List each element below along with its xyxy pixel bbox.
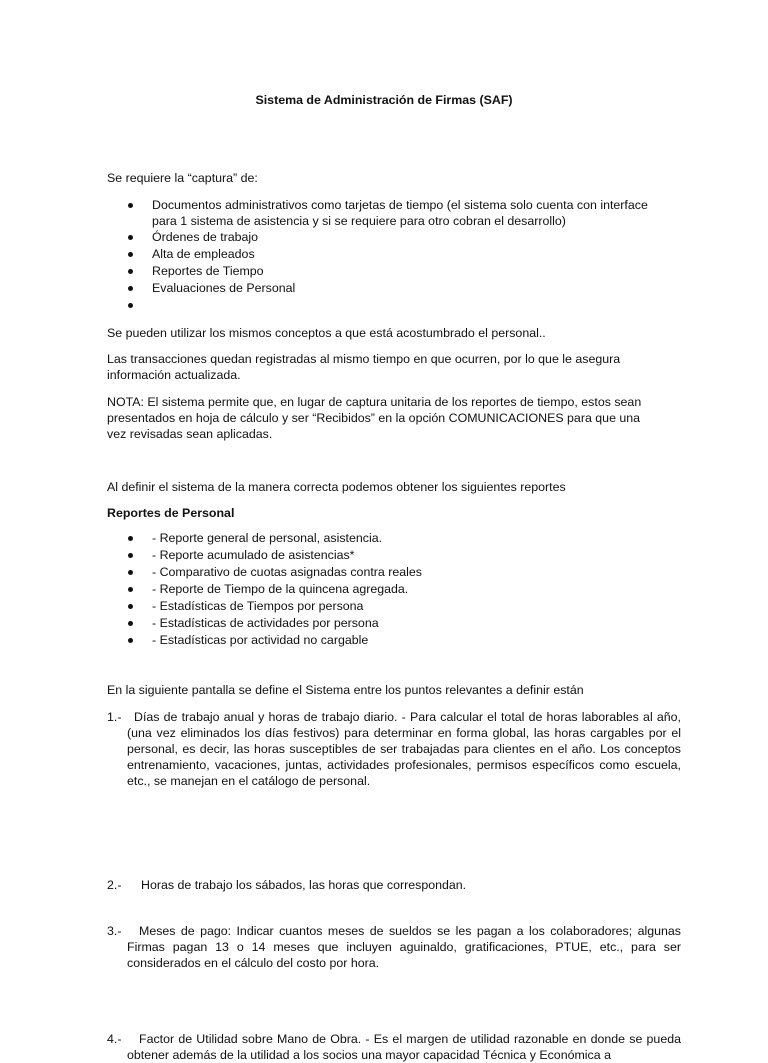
bullet-icon <box>128 570 133 575</box>
bullet-icon <box>128 203 133 208</box>
reportes-heading: Reportes de Personal <box>107 506 235 520</box>
list-item: - Reporte acumulado de asistencias* <box>107 547 661 564</box>
numbered-item-4: 4.- Factor de Utilidad sobre Mano de Obra. - Es el margen de utilidad razonable en donde se pueda obtener además de la utilidad a los socios una mayor capacidad Técnica y Económica a <box>107 1032 681 1062</box>
bullet-icon <box>128 587 133 592</box>
bullet-icon <box>128 235 133 240</box>
bullet-icon <box>128 621 133 626</box>
list-item: - Reporte general de personal, asistencia. <box>107 530 661 547</box>
list-item: - Comparativo de cuotas asignadas contra reales <box>107 564 661 581</box>
reportes-list <box>107 530 661 649</box>
numbered-item-3: 3.- Meses de pago: Indicar cuantos meses de sueldos se les pagan a los colaboradores; algunas Firmas pagan 13 o 14 meses que incluyen aguinaldo, gratificaciones, PTUE, etc., para ser considerados en el cálculo del costo por hora. <box>107 924 681 970</box>
paragraph-nota: NOTA: El sistema permite que, en lugar de captura unitaria de los reportes de tiempo, estos sean presentados en hoja de cálculo y ser “Recibidos” en la opción COMUNICACIONES para que una vez revisadas sean aplicadas. <box>107 395 642 441</box>
numbered-item-1: 1.- Días de trabajo anual y horas de trabajo diario. - Para calcular el total de horas laborables al año, (una vez eliminados los días festivos) para determinar en forma global, las horas cargables por el personal, es decir, las horas susceptibles de ser trabajadas para clientes en el año. Los conceptos entrenamiento, vacaciones, juntas, actividades profesionales, permisos específicos como escuela, etc., se manejan en el catálogo de personal. <box>107 710 681 788</box>
document-page <box>107 0 681 1062</box>
list-item: Alta de empleados <box>107 246 661 263</box>
document-title: Sistema de Administración de Firmas (SAF) <box>255 93 513 107</box>
bullet-icon <box>128 604 133 609</box>
bullet-icon <box>128 252 133 257</box>
bullet-icon <box>128 286 133 291</box>
paragraph-reportes-intro: Al definir el sistema de la manera correcta podemos obtener los siguientes reportes <box>107 480 566 494</box>
bullet-icon <box>128 269 133 274</box>
paragraph-conceptos: Se pueden utilizar los mismos conceptos a que está acostumbrado el personal.. <box>107 326 546 340</box>
bullet-icon <box>128 536 133 541</box>
list-item: - Estadísticas de actividades por persona <box>107 615 661 632</box>
list-item: Evaluaciones de Personal <box>107 280 661 297</box>
paragraph-pantalla: En la siguiente pantalla se define el Sistema entre los puntos relevantes a definir están <box>107 683 584 697</box>
list-item: Documentos administrativos como tarjetas de tiempo (el sistema solo cuenta con interface para 1 sistema de asistencia y si se requiere para otro cobran el desarrollo) <box>107 197 661 229</box>
numbered-item-2: 2.- Horas de trabajo los sábados, las horas que correspondan. <box>107 878 467 892</box>
bullet-icon <box>128 303 133 308</box>
list-item: - Estadísticas de Tiempos por persona <box>107 598 661 615</box>
paragraph-transacciones: Las transacciones quedan registradas al mismo tiempo en que ocurren, por lo que le asegura información actualizada. <box>107 352 621 382</box>
bullet-icon <box>128 638 133 643</box>
captura-list <box>107 197 661 314</box>
list-item: Reportes de Tiempo <box>107 263 661 280</box>
intro-paragraph: Se requiere la “captura” de: <box>107 171 258 185</box>
bullet-icon <box>128 553 133 558</box>
list-item <box>107 297 661 314</box>
list-item: Órdenes de trabajo <box>107 229 661 246</box>
list-item: - Reporte de Tiempo de la quincena agregada. <box>107 581 661 598</box>
list-item: - Estadísticas por actividad no cargable <box>107 632 661 649</box>
